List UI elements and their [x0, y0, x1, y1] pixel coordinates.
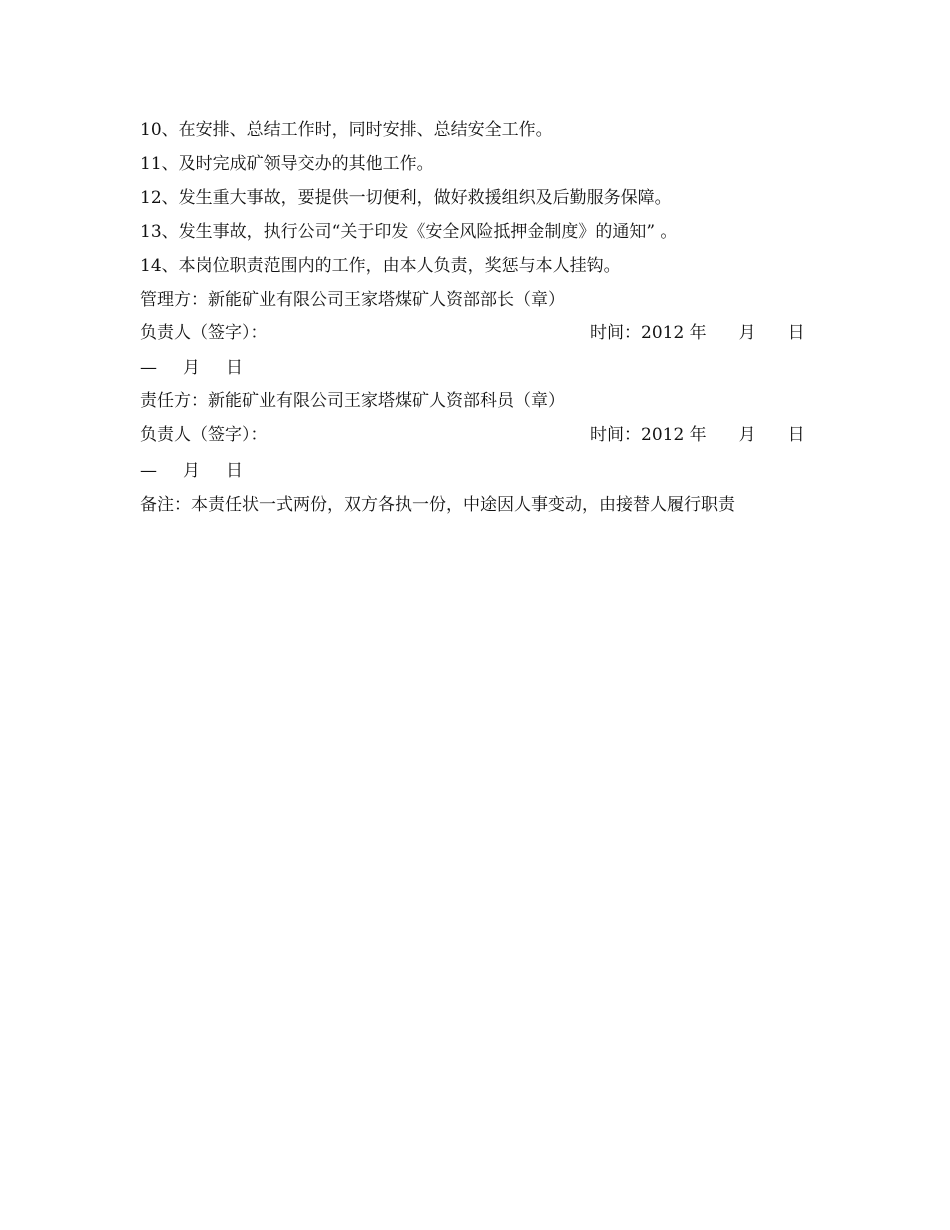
responsibility-time-label: 时间：2012 年: [590, 425, 707, 445]
responsibility-signer-label: 负责人（签字）：: [140, 425, 268, 445]
management-date: [590, 322, 805, 344]
management-signature-row: [140, 322, 810, 344]
responsibility-cont-day: 日: [226, 461, 243, 481]
duty-item-11: 11、及时完成矿领导交办的其他工作。: [140, 154, 434, 174]
responsibility-signature-row: [140, 424, 810, 446]
remark-note: 备注：本责任状一式两份，双方各执一份，中途因人事变动，由接替人履行职责: [140, 495, 735, 515]
responsibility-dash: —: [140, 461, 157, 481]
management-cont-month: 月: [183, 358, 200, 378]
duty-item-14: 14、本岗位职责范围内的工作，由本人负责，奖惩与本人挂钩。: [140, 256, 621, 276]
duty-item-10: 10、在安排、总结工作时，同时安排、总结安全工作。: [140, 120, 553, 140]
management-signer-label: 负责人（签字）：: [140, 323, 268, 343]
management-cont-day: 日: [226, 358, 243, 378]
responsibility-cont-month: 月: [183, 461, 200, 481]
responsibility-party: 责任方：新能矿业有限公司王家塔煤矿人资部科员（章）: [140, 391, 565, 411]
responsibility-month: 月: [738, 425, 756, 445]
management-month: 月: [738, 323, 756, 343]
management-party: 管理方：新能矿业有限公司王家塔煤矿人资部部长（章）: [140, 290, 565, 310]
responsibility-date-continuation: [140, 460, 243, 482]
management-dash: —: [140, 358, 157, 378]
duty-item-12: 12、发生重大事故，要提供一切便利，做好救援组织及后勤服务保障。: [140, 188, 672, 208]
management-date-continuation: [140, 357, 243, 379]
management-time-label: 时间：2012 年: [590, 323, 707, 343]
responsibility-date: [590, 424, 805, 446]
responsibility-day: 日: [787, 425, 805, 445]
duty-item-13: 13、发生事故，执行公司“关于印发《安全风险抵押金制度》的通知” 。: [140, 222, 678, 242]
management-day: 日: [787, 323, 805, 343]
